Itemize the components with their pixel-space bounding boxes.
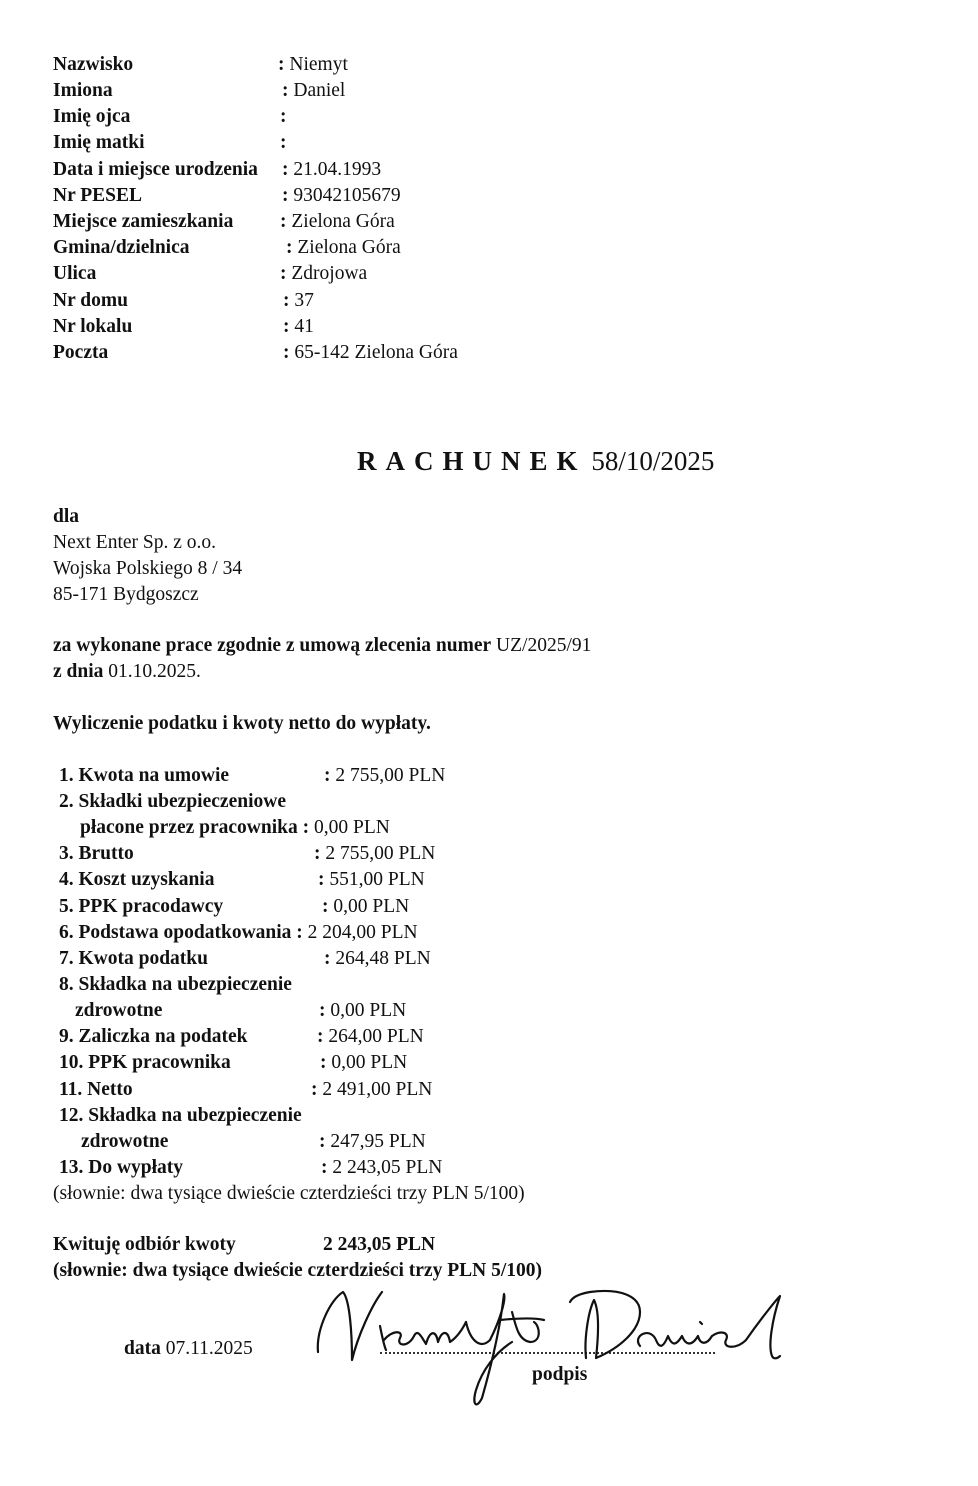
calc-item: 10. PPK pracownika : 0,00 PLN [59,1052,408,1073]
value-imiona: : Daniel [282,80,346,101]
value-ulica: : Zdrojowa [280,263,368,284]
value-miejsce-zamieszkania: : Zielona Góra [280,211,395,232]
label-data-urodzenia: Data i miejsce urodzenia [53,159,258,180]
recipient-city: 85-171 Bydgoszcz [53,584,199,605]
label-nr-domu: Nr domu [53,290,128,311]
label-imiona: Imiona [53,80,113,101]
signature-label: podpis [532,1364,588,1385]
label-miejsce-zamieszkania: Miejsce zamieszkania [53,211,234,232]
calc-item: 6. Podstawa opodatkowania : 2 204,00 PLN [59,922,418,943]
value-nazwisko: : Niemyt [278,54,348,75]
calc-item: 4. Koszt uzyskania : 551,00 PLN [59,869,425,890]
value-nr-lokalu: : 41 [283,316,314,337]
receipt-amount: 2 243,05 PLN [323,1234,436,1255]
title-word: RACHUNEK [357,446,587,476]
value-imie-matki: : [280,132,287,153]
value-nr-domu: : 37 [283,290,314,311]
calc-item: 1. Kwota na umowie : 2 755,00 PLN [59,765,446,786]
receipt-label: Kwituję odbiór kwoty [53,1234,236,1255]
recipient-name: Next Enter Sp. z o.o. [53,532,217,553]
label-imie-matki: Imię matki [53,132,145,153]
calc-item: 5. PPK pracodawcy : 0,00 PLN [59,896,410,917]
receipt-amount-in-words: (słownie: dwa tysiące dwieście czterdzieści trzy PLN 5/100) [53,1260,542,1281]
calc-item-continued: zdrowotne : 247,95 PLN [81,1131,426,1152]
label-gmina: Gmina/dzielnica [53,237,190,258]
label-ulica: Ulica [53,263,97,284]
value-gmina: : Zielona Góra [286,237,401,258]
recipient-label: dla [53,506,80,527]
calc-item: 12. Składka na ubezpieczenie [59,1105,302,1126]
value-pesel: : 93042105679 [282,185,401,206]
recipient-street: Wojska Polskiego 8 / 34 [53,558,243,579]
title-number: 58/10/2025 [591,446,715,476]
calc-item: 13. Do wypłaty : 2 243,05 PLN [59,1157,443,1178]
value-data-urodzenia: : 21.04.1993 [282,159,382,180]
label-nr-lokalu: Nr lokalu [53,316,133,337]
calc-item: 9. Zaliczka na podatek : 264,00 PLN [59,1026,424,1047]
calc-item-continued: płacone przez pracownika : 0,00 PLN [80,817,390,838]
contract-line: za wykonane prace zgodnie z umową zlecenia numer UZ/2025/91 [53,635,592,656]
value-poczta: : 65-142 Zielona Góra [283,342,458,363]
calc-heading: Wyliczenie podatku i kwoty netto do wypłaty. [53,713,431,734]
amount-in-words: (słownie: dwa tysiące dwieście czterdzieści trzy PLN 5/100) [53,1183,525,1204]
calc-item: 11. Netto : 2 491,00 PLN [59,1079,433,1100]
calc-item-continued: zdrowotne : 0,00 PLN [75,1000,407,1021]
calc-item: 8. Składka na ubezpieczenie [59,974,292,995]
calc-item: 2. Składki ubezpieczeniowe [59,791,286,812]
contract-date-line: z dnia 01.10.2025. [53,661,201,682]
calc-item: 7. Kwota podatku : 264,48 PLN [59,948,431,969]
label-nazwisko: Nazwisko [53,54,134,75]
label-pesel: Nr PESEL [53,185,143,206]
label-imie-ojca: Imię ojca [53,106,131,127]
label-poczta: Poczta [53,342,109,363]
signature-date: data 07.11.2025 [124,1338,253,1359]
contract-date: 01.10.2025. [108,661,201,682]
value-imie-ojca: : [280,106,287,127]
calc-item: 3. Brutto : 2 755,00 PLN [59,843,436,864]
contract-number: UZ/2025/91 [496,635,592,656]
